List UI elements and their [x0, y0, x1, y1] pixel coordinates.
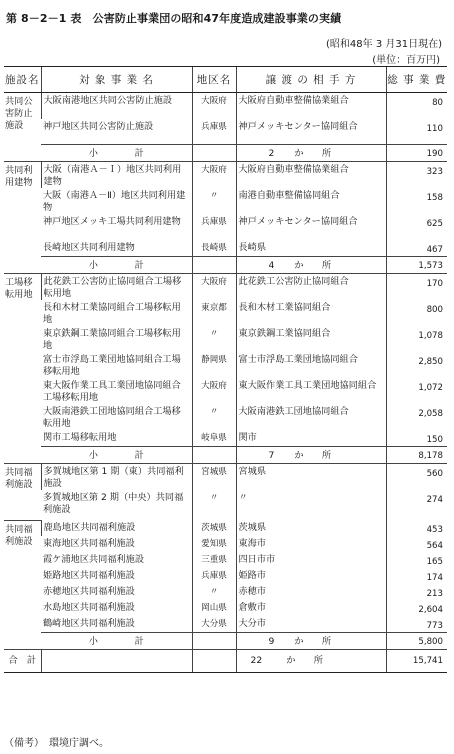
subtotal-count: 2 [268, 148, 275, 159]
subtotal-label: 小 計 [41, 633, 192, 650]
table-row [4, 93, 447, 119]
as-of-date: (昭和48年 3 月31日現在) [326, 39, 442, 50]
table-row [4, 119, 447, 145]
table-row [4, 536, 447, 552]
region-cell: 大分県 [192, 616, 236, 633]
category-cell: 共同福利施設 [4, 520, 41, 650]
subtotal-count: 7 [268, 450, 275, 461]
subtotal-row [4, 447, 447, 464]
region-cell: 大阪府 [192, 378, 236, 404]
table-row [4, 464, 447, 491]
category-cell: 工場移転用地 [4, 274, 41, 464]
subtotal-cost: 1,573 [386, 257, 447, 274]
table-row [4, 568, 447, 584]
facility-cell: 大阪南港地区共同公害防止施設 [41, 93, 192, 119]
cost-cell: 323 [386, 162, 447, 189]
projects-table [4, 66, 447, 673]
recipient-cell: 茨城県 [236, 520, 386, 536]
cost-cell: 174 [386, 568, 447, 584]
table-body [4, 93, 447, 673]
recipient-cell: 東大阪作業工具工業団地協同組合 [236, 378, 386, 404]
recipient-cell: 大分市 [236, 616, 386, 633]
subtotal-spacer [192, 447, 236, 464]
subtotal-count-cell [236, 257, 386, 274]
facility-cell: 鹿島地区共同福利施設 [41, 520, 192, 536]
table-row [4, 378, 447, 404]
facility-cell: 大阪（南港Ａ－Ⅱ）地区共同利用建物 [43, 190, 186, 213]
header-facility: 対 象 事 業 名 [41, 67, 192, 93]
recipient-cell: 関市 [236, 430, 386, 447]
cost-cell: 773 [386, 616, 447, 633]
cost-cell: 150 [386, 430, 447, 447]
recipient-cell: 富士市浮島工業団地協同組合 [236, 352, 386, 378]
subtotal-count-cell [236, 447, 386, 464]
total-row [4, 650, 447, 673]
facility-cell: 神戸地区メッキ工場共同利用建物 [43, 216, 181, 227]
facility-cell: 長崎地区共同利用建物 [43, 242, 135, 253]
facility-cell: 水島地区共同福利施設 [43, 602, 135, 613]
table-row [4, 552, 447, 568]
recipient-cell: 東京鉄鋼工業協同組合 [236, 326, 386, 352]
header-row [4, 67, 447, 93]
recipient-cell: 大阪南港鉄工団地協同組合 [236, 404, 386, 430]
subtotal-row [4, 633, 447, 650]
category-cell: 共同利用建物 [4, 162, 41, 274]
region-cell: 兵庫県 [192, 119, 236, 145]
cost-cell: 165 [386, 552, 447, 568]
facility-cell: 東京鉄鋼工業協同組合工場移転用地 [43, 328, 181, 351]
recipient-cell: 此花鉄工公害防止協同組合 [236, 274, 386, 301]
category-cell: 共同福利施設 [4, 464, 41, 521]
recipient-cell: 大阪府自動車整備協業組合 [236, 93, 386, 119]
recipient-cell: 倉敷市 [236, 600, 386, 616]
region-cell: 大阪府 [192, 274, 236, 301]
subtotal-row [4, 145, 447, 162]
table-row [4, 616, 447, 633]
region-cell: 〃 [192, 404, 236, 430]
total-spacer [41, 650, 192, 673]
cost-cell: 2,850 [386, 352, 447, 378]
region-cell: 東京都 [192, 300, 236, 326]
subtotal-spacer [192, 633, 236, 650]
subtotal-label: 小 計 [41, 145, 192, 162]
cost-cell: 170 [386, 274, 447, 301]
subtotal-unit: か 所 [294, 450, 332, 461]
table-row [4, 490, 447, 520]
facility-cell: 姫路地区共同福利施設 [43, 570, 135, 581]
subtotal-label: 小 計 [41, 447, 192, 464]
total-unit: か 所 [286, 655, 323, 666]
subtotal-count-cell [236, 145, 386, 162]
cost-cell: 2,058 [386, 404, 447, 430]
region-cell: 茨城県 [192, 520, 236, 536]
facility-cell: 東大阪作業工具工業団地協同組合工場移転用地 [43, 380, 181, 403]
header-region: 地区名 [192, 67, 236, 93]
subtotal-spacer [192, 257, 236, 274]
subtotal-cost: 190 [386, 145, 447, 162]
region-cell: 〃 [192, 326, 236, 352]
recipient-cell: 神戸メッキセンター協同組合 [236, 119, 386, 145]
subtotal-cost: 8,178 [386, 447, 447, 464]
cost-cell: 2,604 [386, 600, 447, 616]
subtotal-spacer [192, 145, 236, 162]
table-row [4, 188, 447, 214]
region-cell: 岐阜県 [192, 430, 236, 447]
cost-cell: 453 [386, 520, 447, 536]
cost-cell: 800 [386, 300, 447, 326]
table-row [4, 162, 447, 189]
cost-cell: 564 [386, 536, 447, 552]
footnote: （備考） 環境庁調べ。 [4, 738, 109, 749]
table-row [4, 584, 447, 600]
recipient-cell: 姫路市 [236, 568, 386, 584]
category-cell: 共同公害防止施設 [4, 93, 41, 162]
table-row [4, 600, 447, 616]
recipient-cell: 南港自動車整備協同組合 [236, 188, 386, 214]
recipient-cell: 長崎県 [236, 240, 386, 257]
table-row [4, 520, 447, 536]
total-count-cell [236, 650, 386, 673]
region-cell: 〃 [192, 188, 236, 214]
table-row [4, 430, 447, 447]
region-cell: 大阪府 [192, 93, 236, 119]
region-cell: 愛知県 [192, 536, 236, 552]
region-cell: 〃 [192, 490, 236, 520]
total-cost: 15,741 [386, 650, 447, 673]
facility-cell: 東海地区共同福利施設 [43, 538, 135, 549]
subtotal-unit: か 所 [294, 148, 332, 159]
table-row [4, 326, 447, 352]
cost-cell: 1,078 [386, 326, 447, 352]
cost-cell: 158 [386, 188, 447, 214]
cost-cell: 467 [386, 240, 447, 257]
region-cell: 兵庫県 [192, 568, 236, 584]
facility-cell: 鶴崎地区共同福利施設 [43, 618, 135, 629]
facility-cell: 神戸地区共同公害防止施設 [43, 120, 154, 132]
table-row [4, 352, 447, 378]
region-cell: 長崎県 [192, 240, 236, 257]
recipient-cell: 宮城県 [236, 464, 386, 491]
subtotal-row [4, 257, 447, 274]
subtotal-label: 小 計 [41, 257, 192, 274]
cost-cell: 213 [386, 584, 447, 600]
total-count: 22 [250, 655, 263, 666]
region-cell: 三重県 [192, 552, 236, 568]
total-spacer-2 [192, 650, 236, 673]
cost-cell: 80 [386, 93, 447, 119]
subtotal-unit: か 所 [294, 260, 332, 271]
cost-cell: 274 [386, 490, 447, 520]
recipient-cell: 四日市市 [236, 552, 386, 568]
recipient-cell: 東海市 [236, 536, 386, 552]
table-row [4, 214, 447, 240]
recipient-cell: 長和木材工業協同組合 [236, 300, 386, 326]
cost-cell: 560 [386, 464, 447, 491]
facility-cell: 霞ケ浦地区共同福利施設 [43, 554, 145, 565]
cost-cell: 625 [386, 214, 447, 240]
recipient-cell: 大阪府自動車整備協業組合 [236, 162, 386, 189]
subtotal-count-cell [236, 633, 386, 650]
region-cell: 岡山県 [192, 600, 236, 616]
recipient-cell: 赤穂市 [236, 584, 386, 600]
facility-cell: 関市工場移転用地 [43, 432, 117, 443]
region-cell: 兵庫県 [192, 214, 236, 240]
facility-cell: 赤穂地区共同福利施設 [43, 586, 135, 597]
cost-cell: 1,072 [386, 378, 447, 404]
region-cell: 宮城県 [192, 464, 236, 491]
header-category: 施設名 [4, 67, 41, 93]
region-cell: 静岡県 [192, 352, 236, 378]
recipient-cell: 〃 [236, 490, 386, 520]
subtotal-count: 4 [268, 260, 275, 271]
table-title: 第 8－2－1 表 公害防止事業団の昭和47年度造成建設事業の実績 [6, 12, 342, 25]
table-row [4, 404, 447, 430]
subtotal-cost: 5,800 [386, 633, 447, 650]
table-row [4, 240, 447, 257]
unit-label: (単位：百万円) [372, 55, 440, 66]
facility-cell: 長和木材工業協同組合工場移転用地 [43, 302, 181, 325]
facility-cell: 多賀城地区第 2 期（中央）共同福利施設 [43, 492, 184, 515]
facility-cell: 富士市浮島工業団地協同組合工場移転用地 [43, 354, 181, 377]
facility-cell: 大阪南港鉄工団地協同組合工場移転用地 [43, 406, 181, 429]
total-label: 合 計 [4, 650, 41, 673]
facility-cell: 大阪（南港Ａ－Ｉ）地区共同利用建物 [41, 162, 192, 189]
cost-cell: 110 [386, 119, 447, 145]
header-cost: 総 事 業 費 [386, 67, 447, 93]
facility-cell: 多賀城地区第 1 期（東）共同福利施設 [41, 464, 192, 491]
region-cell: 大阪府 [192, 162, 236, 189]
facility-cell: 此花鉄工公害防止協同組合工場移転用地 [41, 274, 192, 301]
table-row [4, 300, 447, 326]
header-recipient: 譲 渡 の 相 手 方 [236, 67, 386, 93]
recipient-cell: 神戸メッキセンター協同組合 [236, 214, 386, 240]
region-cell: 〃 [192, 584, 236, 600]
subtotal-count: 9 [268, 636, 275, 647]
subtotal-unit: か 所 [294, 636, 332, 647]
table-row [4, 274, 447, 301]
